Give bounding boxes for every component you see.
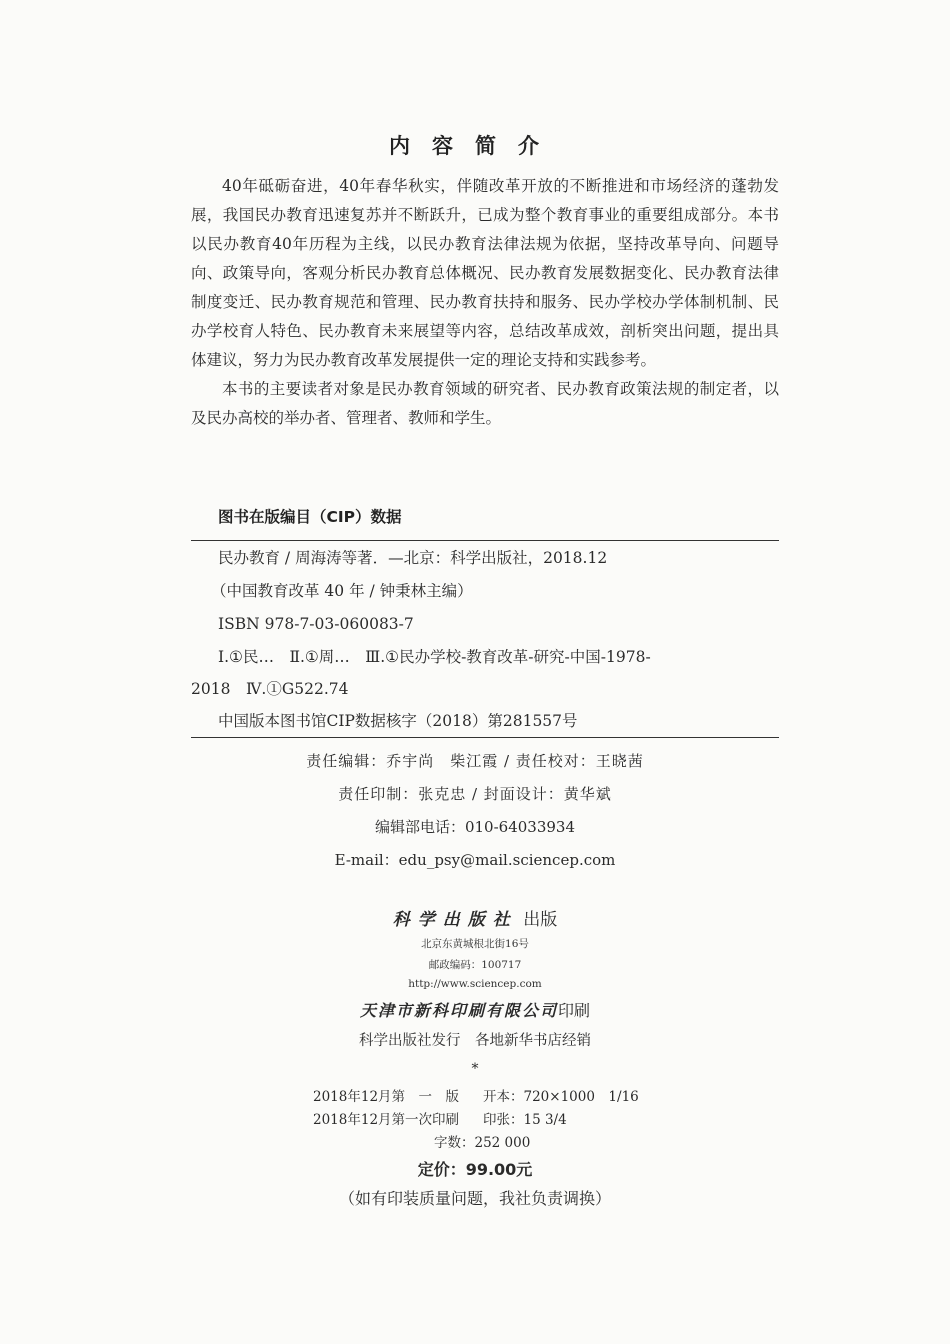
publisher-url: http://www.sciencep.com <box>408 978 542 990</box>
printer-suffix: 印刷 <box>558 1001 591 1020</box>
publisher-postcode: 邮政编码：100717 <box>428 959 522 971</box>
printer-name: 天津市新科印刷有限公司 <box>359 1001 558 1020</box>
credits-email: E-mail：edu_psy@mail.sciencep.com <box>334 851 616 869</box>
cip-line-5: 2018 Ⅳ.①G522.74 <box>191 680 349 698</box>
spec-format: 开本：720×1000 1/16 <box>483 1089 639 1105</box>
intro-paragraph-2: 本书的主要读者对象是民办教育领域的研究者、民办教育政策法规的制定者，以及民办高校的举办者、管理者、教师和学生。 <box>191 380 779 427</box>
spec-printing: 2018年12月第一次印刷 <box>313 1112 460 1128</box>
quality-notice: （如有印装质量问题，我社负责调换） <box>338 1189 611 1208</box>
separator-star: * <box>471 1061 479 1077</box>
intro-paragraph-1: 40年砥砺奋进，40年春华秋实，伴随改革开放的不断推进和市场经济的蓬勃发展，我国民办教育迅速复苏并不断跃升，已成为整个教育事业的重要组成部分。本书以民办教育40年历程为主线，以民办教育法律法规为依据，坚持改革导向、问题导向、政策导向，客观分析民办教育总体概况、民办教育发展数据变化、民办教育法律制度变迁、民办教育规范和管理、民办教育扶持和服务、民办学校办学体制机制、民办学校育人特色、民办教育未来展望等内容，总结改革成效，剖析突出问题，提出具体建议，努力为民办教育改革发展提供一定的理论支持和实践参考。 <box>191 177 779 369</box>
publisher-suffix: 出版 <box>523 910 558 930</box>
spec-words: 字数：252 000 <box>434 1135 531 1151</box>
cip-line-2: （中国教育改革 40 年 / 钟秉林主编） <box>211 582 473 600</box>
credits-phone: 编辑部电话：010-64033934 <box>374 818 576 836</box>
cip-line-1: 民办教育 / 周海涛等著．—北京：科学出版社，2018.12 <box>218 549 608 567</box>
cip-line-6: 中国版本图书馆CIP数据核字（2018）第281557号 <box>218 712 578 730</box>
spec-edition: 2018年12月第 一 版 <box>313 1089 460 1105</box>
credits-print-design: 责任印制：张克忠 / 封面设计：黄华斌 <box>338 785 612 803</box>
intro-body <box>191 172 779 433</box>
cip-line-3: ISBN 978-7-03-060083-7 <box>218 615 414 633</box>
publisher-name: 科学出版社 <box>392 910 518 930</box>
intro-title: 内容简介 <box>389 134 561 158</box>
distribution: 科学出版社发行 各地新华书店经销 <box>359 1033 591 1049</box>
cip-top-rule <box>191 540 779 541</box>
publisher-line <box>0 905 950 930</box>
cip-title: 图书在版编目（CIP）数据 <box>218 508 402 526</box>
printer-line <box>0 998 950 1021</box>
spec-sheets: 印张：15 3/4 <box>483 1112 567 1128</box>
cip-bottom-rule <box>191 737 779 738</box>
price: 定价：99.00元 <box>417 1160 533 1179</box>
credits-editors: 责任编辑：乔宇尚 柴江霞 / 责任校对：王晓茜 <box>306 752 644 770</box>
cip-line-4: Ⅰ.①民… Ⅱ.①周… Ⅲ.①民办学校-教育改革-研究-中国-1978- <box>218 648 651 666</box>
publisher-address: 北京东黄城根北街16号 <box>421 938 529 950</box>
